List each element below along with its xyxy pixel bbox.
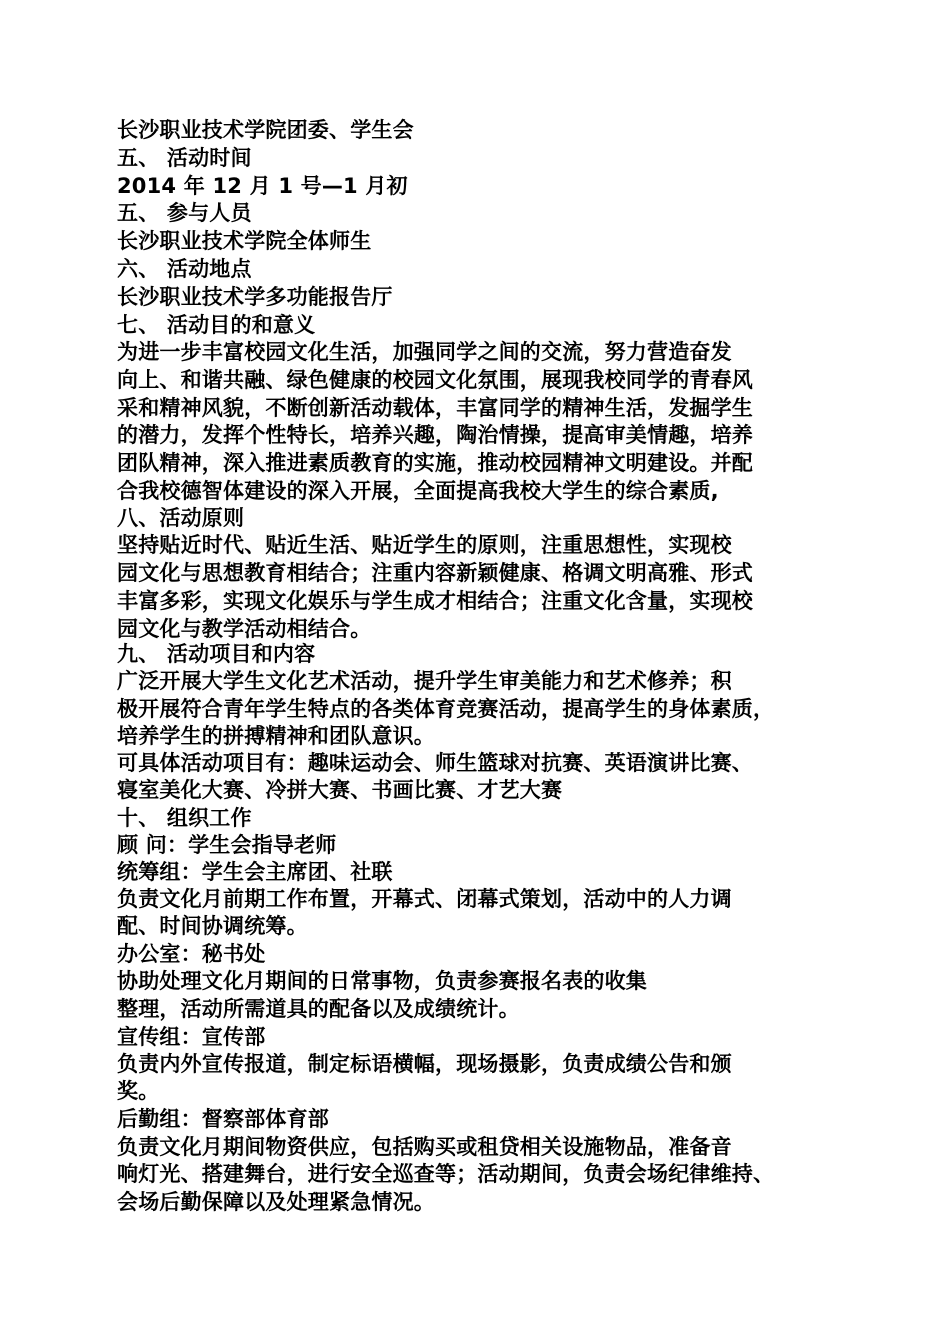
paragraph-line: 坚持贴近时代、贴近生活、贴近学生的原则，注重思想性，实现校 [117, 533, 732, 557]
paragraph-line: 配、时间协调统筹。 [117, 914, 308, 938]
paragraph-line: 协助处理文化月期间的日常事物，负责参赛报名表的收集 [117, 969, 647, 993]
section-heading: 五、 参与人员 [117, 201, 252, 225]
paragraph-line: 负责文化月期间物资供应，包括购买或租贷相关设施物品，准备音 [117, 1135, 732, 1159]
paragraph-line: 可具体活动项目有：趣味运动会、师生篮球对抗赛、英语演讲比赛、 [117, 751, 753, 775]
paragraph-line: 向上、和谐共融、绿色健康的校园文化氛围，展现我校同学的青春风 [117, 368, 753, 392]
section-heading: 六、 活动地点 [117, 257, 252, 281]
text-line: 长沙职业技术学院团委、学生会 [117, 118, 414, 142]
paragraph-line: 的潜力，发挥个性特长，培养兴趣，陶治情操，提高审美情趣，培养 [117, 423, 753, 447]
section-heading: 九、 活动项目和内容 [117, 642, 316, 666]
paragraph-line: 合我校德智体建设的深入开展，全面提高我校大学生的综合素质, [117, 479, 719, 503]
paragraph-line: 整理，活动所需道具的配备以及成绩统计。 [117, 997, 520, 1021]
paragraph-line: 培养学生的拼搏精神和团队意识。 [117, 724, 435, 748]
paragraph-line: 园文化与思想教育相结合；注重内容新颖健康、格调文明高雅、形式 [117, 561, 753, 585]
text-line: 长沙职业技术学多功能报告厅 [117, 285, 393, 309]
paragraph-line: 极开展符合青年学生特点的各类体育竞赛活动，提高学生的身体素质， [117, 697, 775, 721]
text-line: 2014 年 12 月 1 号—1 月初 [117, 174, 408, 198]
paragraph-line: 响灯光、搭建舞台，进行安全巡查等；活动期间，负责会场纪律维持、 [117, 1162, 775, 1186]
paragraph-line: 广泛开展大学生文化艺术活动，提升学生审美能力和艺术修养；积 [117, 669, 732, 693]
paragraph-line: 寝室美化大赛、冷拼大赛、书画比赛、才艺大赛 [117, 778, 563, 802]
paragraph-line: 为进一步丰富校园文化生活，加强同学之间的交流，努力营造奋发 [117, 340, 732, 364]
section-heading: 五、 活动时间 [117, 146, 252, 170]
section-heading: 八、活动原则 [117, 506, 245, 530]
text-line: 宣传组：宣传部 [117, 1025, 266, 1049]
text-line: 后勤组：督察部体育部 [117, 1107, 329, 1131]
paragraph-line: 园文化与教学活动相结合。 [117, 617, 372, 641]
text-line: 顾 问：学生会指导老师 [117, 833, 337, 857]
text-line: 统筹组：学生会主席团、社联 [117, 860, 393, 884]
text-line: 长沙职业技术学院全体师生 [117, 229, 372, 253]
paragraph-line: 团队精神，深入推进素质教育的实施，推动校园精神文明建设。并配 [117, 451, 753, 475]
paragraph-line: 会场后勤保障以及处理紧急情况。 [117, 1190, 435, 1214]
paragraph-line: 采和精神风貌，不断创新活动载体，丰富同学的精神生活，发掘学生 [117, 396, 753, 420]
text-line: 办公室：秘书处 [117, 942, 266, 966]
paragraph-line: 负责内外宣传报道，制定标语横幅，现场摄影，负责成绩公告和颁 [117, 1052, 732, 1076]
section-heading: 七、 活动目的和意义 [117, 313, 316, 337]
paragraph-line: 奖。 [117, 1079, 160, 1103]
paragraph-line: 丰富多彩，实现文化娱乐与学生成才相结合；注重文化含量，实现校 [117, 589, 753, 613]
paragraph-line: 负责文化月前期工作布置，开幕式、闭幕式策划，活动中的人力调 [117, 887, 732, 911]
section-heading: 十、 组织工作 [117, 806, 252, 830]
